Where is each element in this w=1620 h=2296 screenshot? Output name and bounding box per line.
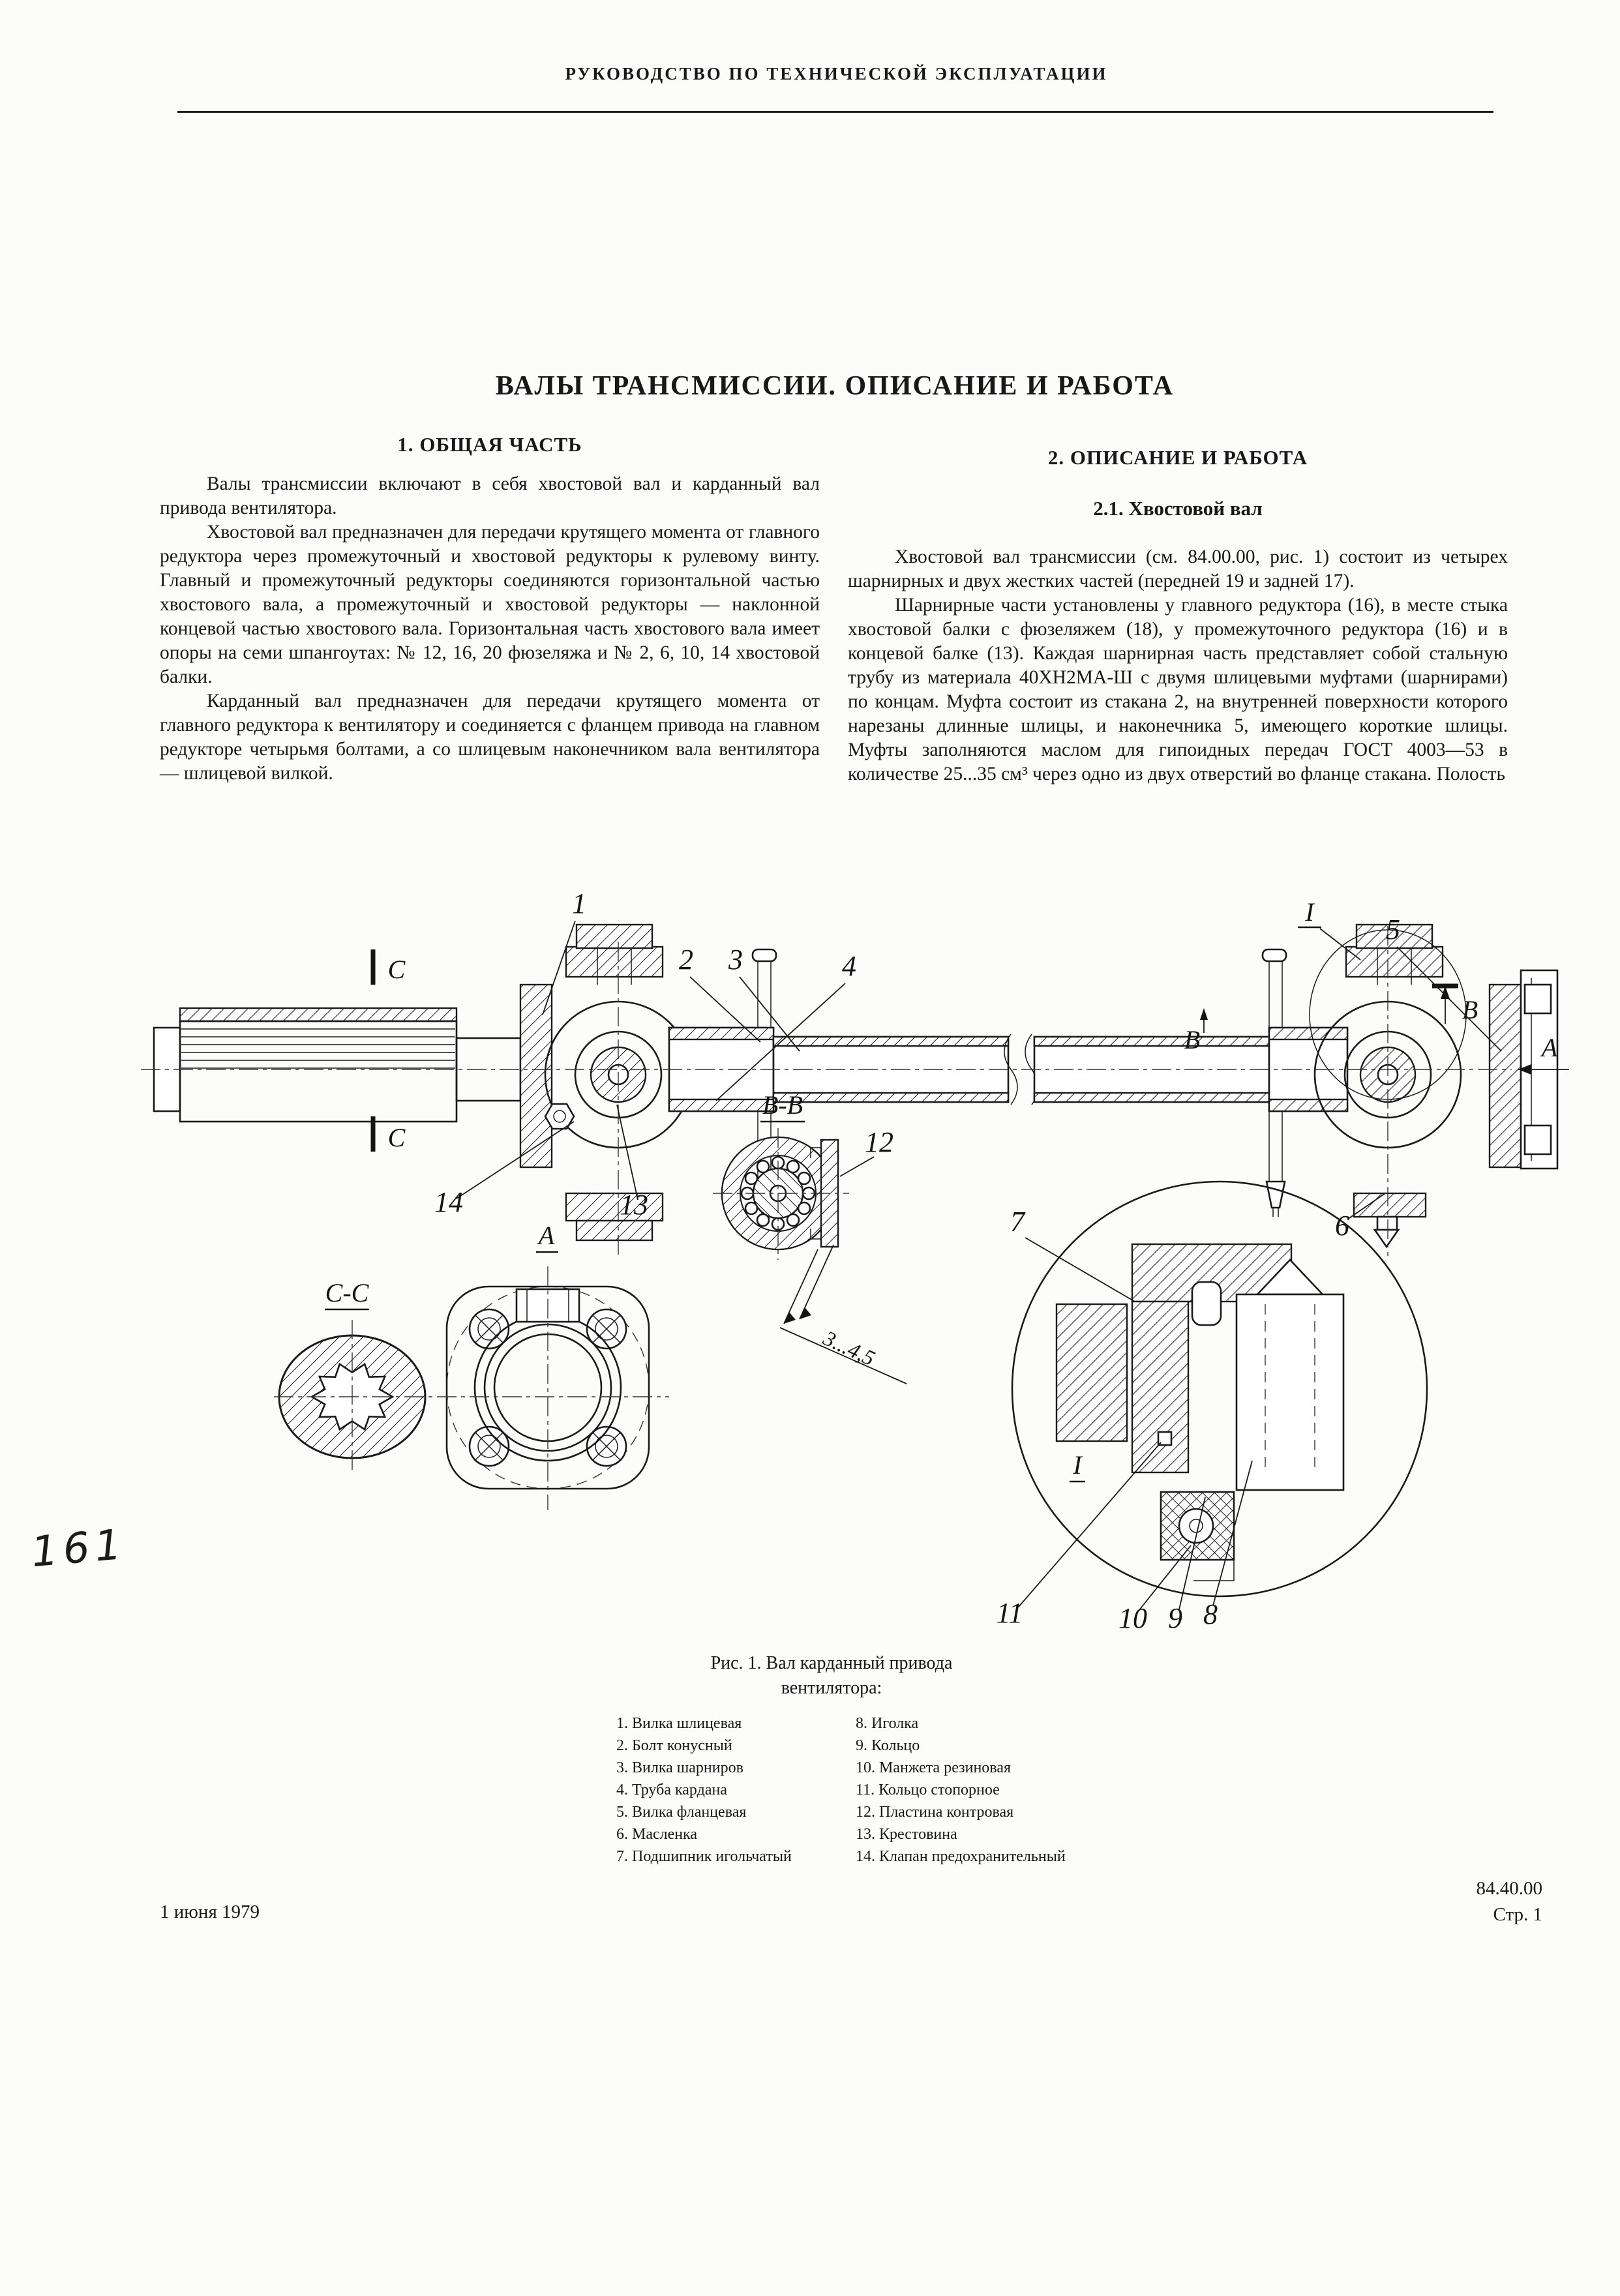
universal-joint-left	[520, 925, 691, 1240]
left-paragraph-1: Валы трансмиссии включают в себя хвостовой вал и карданный вал привода вентилятора.	[160, 473, 820, 518]
dimension-3-45	[780, 1245, 907, 1384]
view-a-label: А	[538, 1221, 555, 1250]
legend-item: 14. Клапан предохранительный	[856, 1848, 1066, 1865]
callout-7: 7	[1010, 1206, 1025, 1238]
cut-mark-c-top: C	[387, 955, 406, 984]
right-paragraph-2: Шарнирные части установлены у главного редуктора (16), в месте стыка хвостовой балки с фюзеляжем (18), у промежуточного редуктора (16) и в концевой балке (13). Каждая шарнирная часть представляет собой стальную трубу из материала 40ХН2МА-Ш с двумя шлицевыми муфтами (шарнирами) по концам. Муфта состоит из стакана 2, на внутренней поверхности которого нарезаны длинные шлицы, и наконечника 5, имеющего короткие шлицы. Муфты заполняются маслом для гипоидных передач ГОСТ 4003—53 в количестве 25...35 см³ через одно из двух отверстий во фланце стакана. Полость	[848, 595, 1508, 784]
section-bb-label: B-B	[762, 1090, 803, 1120]
detail-label-i-top: I	[1305, 897, 1314, 927]
legend-item: 7. Подшипник игольчатый	[616, 1848, 792, 1865]
section-cc-label: C-C	[325, 1278, 369, 1307]
legend-item: 4. Труба кардана	[616, 1782, 727, 1798]
callout-12: 12	[865, 1126, 893, 1158]
legend-item: 3. Вилка шарниров	[616, 1759, 743, 1776]
figure-caption	[457, 1651, 1207, 1701]
callout-8: 8	[1203, 1598, 1218, 1630]
footer-date: 1 июня 1979	[160, 1901, 260, 1922]
detail-i-label: I	[1073, 1450, 1082, 1480]
figure-legend-left	[616, 1712, 792, 1868]
cut-mark-c-bottom: C	[387, 1123, 406, 1152]
figure-caption-line2: вентилятора:	[781, 1678, 882, 1698]
callout-2: 2	[679, 944, 693, 976]
section-cc	[279, 1278, 425, 1474]
footer-page-label: Стр. 1	[1493, 1904, 1542, 1925]
legend-item: 9. Кольцо	[856, 1737, 920, 1754]
page-header: РУКОВОДСТВО ПО ТЕХНИЧЕСКОЙ ЭКСПЛУАТАЦИИ	[565, 64, 1108, 83]
left-column	[160, 433, 820, 786]
callout-3: 3	[728, 944, 743, 976]
splined-shaft-left	[154, 1008, 520, 1122]
figure-drawing	[117, 887, 1578, 1637]
callout-11: 11	[996, 1597, 1023, 1629]
legend-item: 12. Пластина контровая	[856, 1804, 1014, 1821]
legend-item: 2. Болт конусный	[616, 1737, 732, 1754]
right-column-heading: 2. ОПИСАНИЕ И РАБОТА	[1047, 446, 1308, 469]
callout-10: 10	[1118, 1602, 1147, 1634]
header-rule	[177, 111, 1493, 113]
figure-caption-line1: Рис. 1. Вал карданный привода	[710, 1653, 953, 1673]
legend-item: 1. Вилка шлицевая	[616, 1715, 742, 1732]
right-paragraph-1: Хвостовой вал трансмиссии (см. 84.00.00, рис. 1) состоит из четырех шарнирных и двух жестких частей (передней 19 и задней 17).	[848, 546, 1508, 591]
arrow-label-b-right: B	[1462, 995, 1478, 1024]
section-bb	[713, 1090, 907, 1384]
callout-4: 4	[842, 950, 856, 982]
arrow-label-a: A	[1541, 1033, 1558, 1062]
callout-6: 6	[1335, 1210, 1349, 1242]
right-column	[848, 446, 1508, 786]
left-paragraph-2: Хвостовой вал предназначен для передачи крутящего момента от главного редуктора через промежуточный и хвостовой редукторы к рулевому винту. Главный и промежуточный редукторы соединяются горизонтальной частью хвостового вала, а промежуточный и хвостовой редукторы — наклонной концевой частью хвостового вала. Горизонтальная часть хвостового вала имеет опоры на семи шпангоутах: № 12, 16, 20 фюзеляжа и № 2, 6, 10, 14 хвостовой балки.	[160, 522, 820, 687]
callout-13: 13	[620, 1189, 648, 1221]
handwritten-page-number: 161	[29, 1520, 129, 1577]
callout-5: 5	[1386, 914, 1400, 946]
legend-item: 11. Кольцо стопорное	[856, 1782, 1000, 1798]
left-column-heading: 1. ОБЩАЯ ЧАСТЬ	[397, 433, 582, 456]
dimension-text: 3...4,5	[819, 1326, 878, 1371]
arrow-label-b-mid: B	[1184, 1025, 1201, 1054]
page-title: ВАЛЫ ТРАНСМИССИИ. ОПИСАНИЕ И РАБОТА	[495, 371, 1175, 401]
callout-9: 9	[1168, 1602, 1182, 1634]
universal-joint-right	[1310, 925, 1557, 1247]
legend-item: 13. Крестовина	[856, 1826, 957, 1843]
detail-i	[997, 1182, 1427, 1634]
figure-legend-right	[856, 1712, 1066, 1868]
footer-doc-code: 84.40.00	[1476, 1878, 1542, 1899]
legend-item: 8. Иголка	[856, 1715, 919, 1732]
legend-item: 10. Манжета резиновая	[856, 1759, 1012, 1776]
right-column-subheading: 2.1. Хвостовой вал	[1093, 497, 1263, 520]
main-view	[141, 887, 1569, 1256]
legend-item: 5. Вилка фланцевая	[616, 1804, 747, 1821]
footer-right	[1304, 1875, 1542, 1928]
callout-1: 1	[572, 887, 586, 919]
callout-14: 14	[434, 1186, 463, 1218]
legend-item: 6. Масленка	[616, 1826, 698, 1843]
left-paragraph-3: Карданный вал предназначен для передачи крутящего момента от главного редуктора к вентилятору и соединяется с фланцем привода на главном редукторе четырьмя болтами, а со шлицевым наконечником вала вентилятора — шлицевой вилкой.	[160, 691, 820, 784]
